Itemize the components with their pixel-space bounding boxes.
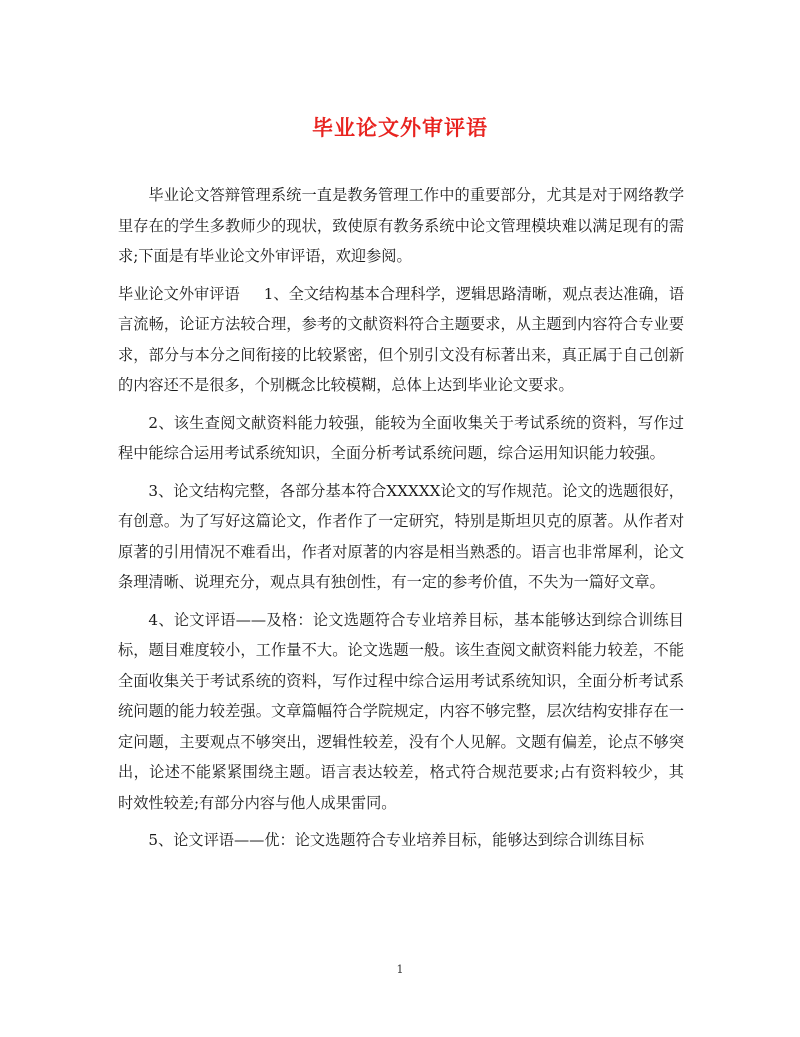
section-label: 毕业论文外审评语 xyxy=(118,284,240,303)
review-item-1: 1、全文结构基本合理科学，逻辑思路清晰，观点表达准确，语言流畅，论证方法较合理，参考的文献资料符合主题要求，从主题到内容符合专业要求，部分与本分之间衔接的比较紧密，但个别引文没有标著出来，真正属于自己创新的内容还不是很多，个别概念比较模糊，总体上达到毕业论文要求。 xyxy=(118,284,685,394)
review-item-1-paragraph xyxy=(118,279,684,401)
review-item-2: 2、该生查阅文献资料能力较强，能较为全面收集关于考试系统的资料，写作过程中能综合运用考试系统知识，全面分析考试系统问题，综合运用知识能力较强。 xyxy=(118,413,684,462)
document-body xyxy=(118,180,684,863)
document-title: 毕业论文外审评语 xyxy=(312,115,488,140)
page-number: 1 xyxy=(396,963,404,976)
intro-paragraph: 毕业论文答辩管理系统一直是教务管理工作中的重要部分，尤其是对于网络教学里存在的学生多教师少的现状，致使原有教务系统中论文管理模块难以满足现有的需求;下面是有毕业论文外审评语，欢迎参阅。 xyxy=(118,186,684,265)
review-item-3: 3、论文结构完整，各部分基本符合XXXXX论文的写作规范。论文的选题很好，有创意。为了写好这篇论文，作者作了一定研究，特别是斯坦贝克的原著。从作者对原著的引用情况不难看出，作者对原著的内容是相当熟悉的。语言也非常犀利，论文条理清晰、说理充分，观点具有独创性，有一定的参考价值，不失为一篇好文章。 xyxy=(118,481,684,591)
review-item-5: 5、论文评语——优：论文选题符合专业培养目标，能够达到综合训练目标 xyxy=(148,831,645,849)
review-item-4: 4、论文评语——及格：论文选题符合专业培养目标，基本能够达到综合训练目标，题目难度较小，工作量不大。论文选题一般。该生查阅文献资料能力较差，不能全面收集关于考试系统的资料，写作过程中综合运用考试系统知识，全面分析考试系统问题的能力较差强。文章篇幅符合学院规定，内容不够完整，层次结构安排存在一定问题，主要观点不够突出，逻辑性较差，没有个人见解。文题有偏差，论点不够突出，论述不能紧紧围绕主题。语言表达较差，格式符合规范要求;占有资料较少，其时效性较差;有部分内容与他人成果雷同。 xyxy=(118,610,684,812)
